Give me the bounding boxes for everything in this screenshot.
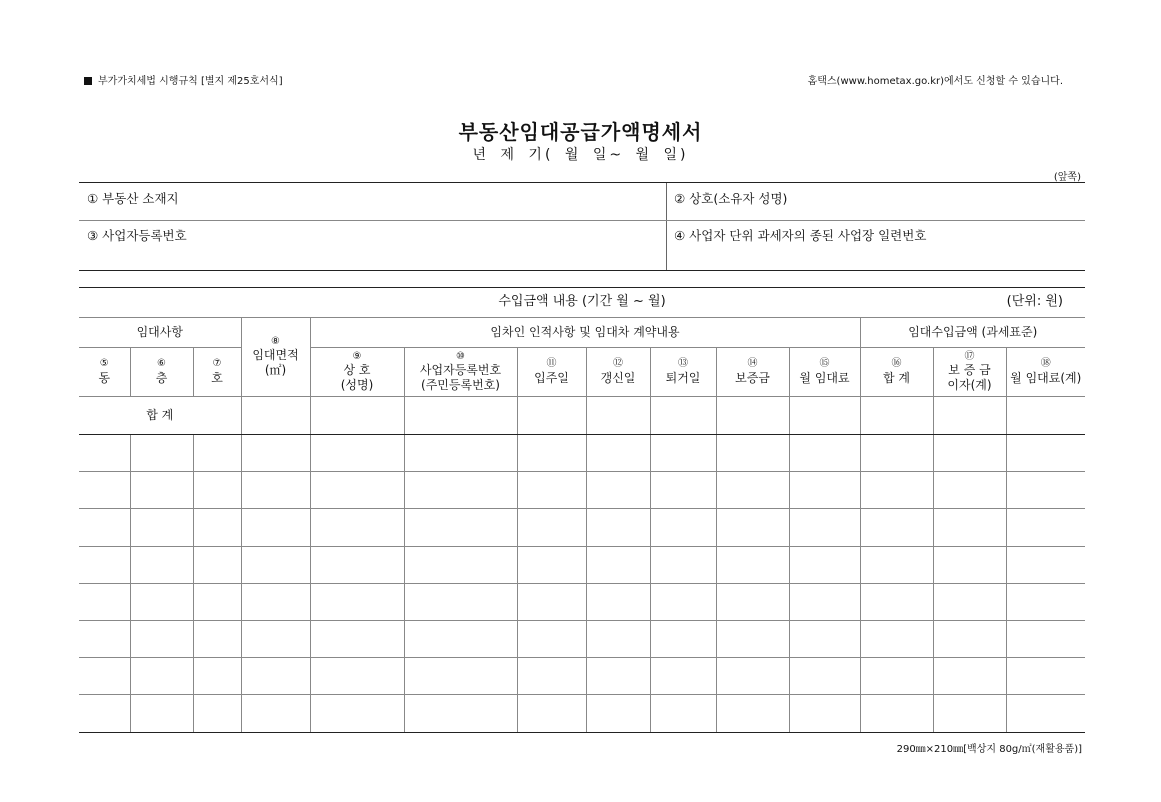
table-cell[interactable]: [79, 584, 130, 621]
table-cell[interactable]: [933, 547, 1006, 584]
table-cell[interactable]: [860, 658, 933, 695]
table-cell[interactable]: [650, 584, 716, 621]
table-cell[interactable]: [79, 695, 130, 733]
entry-rows: [79, 435, 1085, 733]
table-cell[interactable]: [517, 658, 586, 695]
table-cell[interactable]: [789, 547, 860, 584]
table-cell[interactable]: [193, 584, 241, 621]
table-cell[interactable]: [241, 547, 310, 584]
table-cell[interactable]: [650, 472, 716, 509]
table-cell[interactable]: [933, 621, 1006, 658]
table-row: [79, 472, 1085, 509]
table-cell[interactable]: [1006, 472, 1085, 509]
table-cell[interactable]: [517, 397, 586, 435]
table-cell[interactable]: [586, 472, 650, 509]
income-period-row: [79, 288, 1085, 318]
table-cell[interactable]: [860, 397, 933, 435]
col-unit-header: ⑦ 호: [193, 348, 241, 397]
table-cell[interactable]: [1006, 435, 1085, 472]
form-reference: [84, 72, 283, 87]
table-cell[interactable]: [130, 435, 193, 472]
table-cell[interactable]: [789, 584, 860, 621]
col-deposit-interest-header: ⑰ 보 증 금 이자(계): [933, 348, 1006, 397]
table-cell[interactable]: [130, 472, 193, 509]
table-cell[interactable]: [789, 435, 860, 472]
table-cell[interactable]: [79, 435, 130, 472]
table-cell[interactable]: [241, 472, 310, 509]
table-cell[interactable]: [1006, 547, 1085, 584]
hometax-notice: 홈택스(www.hometax.go.kr)에서도 신청할 수 있습니다.: [807, 76, 1063, 87]
table-cell[interactable]: [241, 621, 310, 658]
table-cell[interactable]: [310, 472, 404, 509]
table-cell[interactable]: [130, 509, 193, 547]
table-cell[interactable]: [650, 547, 716, 584]
table-cell[interactable]: [789, 509, 860, 547]
table-cell[interactable]: [789, 658, 860, 695]
table-cell[interactable]: [517, 621, 586, 658]
table-cell[interactable]: [716, 435, 789, 472]
table-cell[interactable]: [860, 509, 933, 547]
col-deposit-header: ⑭ 보증금: [716, 348, 789, 397]
location-field[interactable]: ① 부동산 소재지: [87, 191, 179, 206]
col-area-num: ⑧: [271, 335, 280, 347]
table-row: [79, 509, 1085, 547]
table-row: [79, 658, 1085, 695]
table-cell[interactable]: [193, 621, 241, 658]
table-cell[interactable]: [130, 658, 193, 695]
table-cell[interactable]: [310, 509, 404, 547]
group-income-header: 임대수입금액 (과세표준): [860, 318, 1085, 348]
table-cell[interactable]: [241, 658, 310, 695]
unit-label: (단위: 원): [1006, 294, 1063, 309]
table-cell[interactable]: [716, 584, 789, 621]
table-cell[interactable]: [860, 472, 933, 509]
table-cell[interactable]: [241, 397, 310, 435]
table-cell[interactable]: [933, 584, 1006, 621]
table-cell[interactable]: [1006, 621, 1085, 658]
table-cell[interactable]: [1006, 509, 1085, 547]
table-cell[interactable]: [789, 695, 860, 733]
table-cell[interactable]: [517, 695, 586, 733]
table-cell[interactable]: [310, 584, 404, 621]
table-cell[interactable]: [517, 584, 586, 621]
table-cell[interactable]: [193, 695, 241, 733]
col-renewal-header: ⑫ 갱신일: [586, 348, 650, 397]
table-cell[interactable]: [716, 547, 789, 584]
table-cell[interactable]: [933, 435, 1006, 472]
table-cell[interactable]: [586, 509, 650, 547]
table-cell[interactable]: [193, 509, 241, 547]
front-side-label: (앞쪽): [1053, 172, 1081, 183]
table-cell[interactable]: [933, 397, 1006, 435]
income-period-label: 수입금액 내용 (기간 월 ~ 월): [498, 294, 666, 309]
table-cell[interactable]: [933, 509, 1006, 547]
table-row: [79, 621, 1085, 658]
table-cell[interactable]: [130, 547, 193, 584]
table-cell[interactable]: [1006, 397, 1085, 435]
table-cell[interactable]: [1006, 658, 1085, 695]
table-cell[interactable]: [193, 658, 241, 695]
table-cell[interactable]: [241, 695, 310, 733]
table-row: [79, 695, 1085, 733]
table-cell[interactable]: [241, 509, 310, 547]
table-cell[interactable]: [586, 658, 650, 695]
table-cell[interactable]: [404, 435, 517, 472]
table-cell[interactable]: [404, 584, 517, 621]
table-cell[interactable]: [716, 397, 789, 435]
col-monthly-rent-header: ⑮ 월 임대료: [789, 348, 860, 397]
table-cell[interactable]: [79, 472, 130, 509]
table-cell[interactable]: [716, 695, 789, 733]
table-cell[interactable]: [1006, 584, 1085, 621]
col-building-header: ⑤ 동: [79, 348, 130, 397]
table-cell[interactable]: [933, 658, 1006, 695]
col-monthly-rent-total-header: ⑱ 월 임대료(계): [1006, 348, 1085, 397]
serial-number-field[interactable]: ④ 사업자 단위 과세자의 종된 사업장 일련번호: [674, 228, 927, 243]
table-cell[interactable]: [310, 621, 404, 658]
table-cell[interactable]: [310, 435, 404, 472]
table-cell[interactable]: [650, 509, 716, 547]
col-tenant-regno-header: ⑩ 사업자등록번호 (주민등록번호): [404, 348, 517, 397]
table-cell[interactable]: [650, 435, 716, 472]
table-cell[interactable]: [586, 695, 650, 733]
table-cell[interactable]: [586, 397, 650, 435]
table-cell[interactable]: [404, 621, 517, 658]
col-move-out-header: ⑬ 퇴거일: [650, 348, 716, 397]
table-cell[interactable]: [933, 695, 1006, 733]
col-area-unit: (㎡): [264, 363, 287, 378]
table-cell[interactable]: [586, 547, 650, 584]
page-title: 부동산임대공급가액명세서: [458, 120, 703, 144]
table-cell[interactable]: [650, 621, 716, 658]
table-cell[interactable]: [241, 584, 310, 621]
table-cell[interactable]: [1006, 695, 1085, 733]
table-cell[interactable]: [716, 509, 789, 547]
table-cell[interactable]: [517, 547, 586, 584]
table-cell[interactable]: [586, 435, 650, 472]
table-cell[interactable]: [716, 472, 789, 509]
business-info-section: [79, 182, 1085, 271]
col-total-header: ⑯ 합 계: [860, 348, 933, 397]
period-subtitle: 년 제 기( 월 일~ 월 일): [472, 147, 689, 163]
table-cell[interactable]: [130, 584, 193, 621]
table-cell[interactable]: [586, 584, 650, 621]
table-cell[interactable]: [404, 397, 517, 435]
table-cell[interactable]: [789, 397, 860, 435]
registration-number-field[interactable]: ③ 사업자등록번호: [87, 228, 187, 243]
table-cell[interactable]: [310, 658, 404, 695]
table-row: [79, 547, 1085, 584]
table-cell[interactable]: [586, 621, 650, 658]
col-area-label: 임대면적: [252, 348, 299, 363]
table-cell[interactable]: [650, 658, 716, 695]
table-cell[interactable]: [79, 509, 130, 547]
table-cell[interactable]: [79, 621, 130, 658]
table-cell[interactable]: [404, 472, 517, 509]
table-cell[interactable]: [310, 547, 404, 584]
table-cell[interactable]: [310, 397, 404, 435]
table-cell[interactable]: [860, 435, 933, 472]
table-cell[interactable]: [193, 472, 241, 509]
table-cell[interactable]: [79, 658, 130, 695]
table-cell[interactable]: [860, 547, 933, 584]
table-row: [79, 584, 1085, 621]
business-name-field[interactable]: ② 상호(소유자 성명): [674, 191, 788, 206]
table-cell[interactable]: [860, 584, 933, 621]
table-cell[interactable]: [79, 547, 130, 584]
col-area-header: [241, 318, 310, 397]
table-cell[interactable]: [193, 435, 241, 472]
table-cell[interactable]: [404, 658, 517, 695]
paper-spec: 290㎜×210㎜[백상지 80g/㎡(재활용품)]: [896, 744, 1082, 755]
table-cell[interactable]: [789, 621, 860, 658]
total-row: [79, 397, 1085, 435]
group-tenant-header: 임차인 인적사항 및 임대차 계약내용: [310, 318, 860, 348]
table-cell[interactable]: [130, 621, 193, 658]
form-reference-text: 부가가치세법 시행규칙 [별지 제25호서식]: [98, 76, 283, 87]
col-move-in-header: ⑪ 입주일: [517, 348, 586, 397]
col-floor-header: ⑥ 층: [130, 348, 193, 397]
info-divider-horizontal: [79, 220, 1085, 221]
square-bullet-icon: [84, 77, 92, 85]
table-cell[interactable]: [933, 472, 1006, 509]
table-cell[interactable]: [716, 621, 789, 658]
table-cell[interactable]: [404, 695, 517, 733]
table-cell[interactable]: [650, 397, 716, 435]
info-divider-vertical: [666, 183, 667, 270]
group-rental-header: 임대사항: [79, 318, 241, 348]
table-cell[interactable]: [650, 695, 716, 733]
table-cell[interactable]: [517, 472, 586, 509]
total-label: 합 계: [79, 397, 241, 435]
col-tenant-name-header: ⑨ 상 호 (성명): [310, 348, 404, 397]
table-cell[interactable]: [310, 695, 404, 733]
table-cell[interactable]: [517, 435, 586, 472]
table-cell[interactable]: [404, 547, 517, 584]
table-row: [79, 435, 1085, 472]
table-cell[interactable]: [241, 435, 310, 472]
table-cell[interactable]: [193, 547, 241, 584]
table-cell[interactable]: [860, 695, 933, 733]
rental-income-table: [79, 287, 1085, 733]
table-cell[interactable]: [860, 621, 933, 658]
table-cell[interactable]: [517, 509, 586, 547]
table-cell[interactable]: [716, 658, 789, 695]
table-cell[interactable]: [404, 509, 517, 547]
table-cell[interactable]: [789, 472, 860, 509]
table-cell[interactable]: [130, 695, 193, 733]
